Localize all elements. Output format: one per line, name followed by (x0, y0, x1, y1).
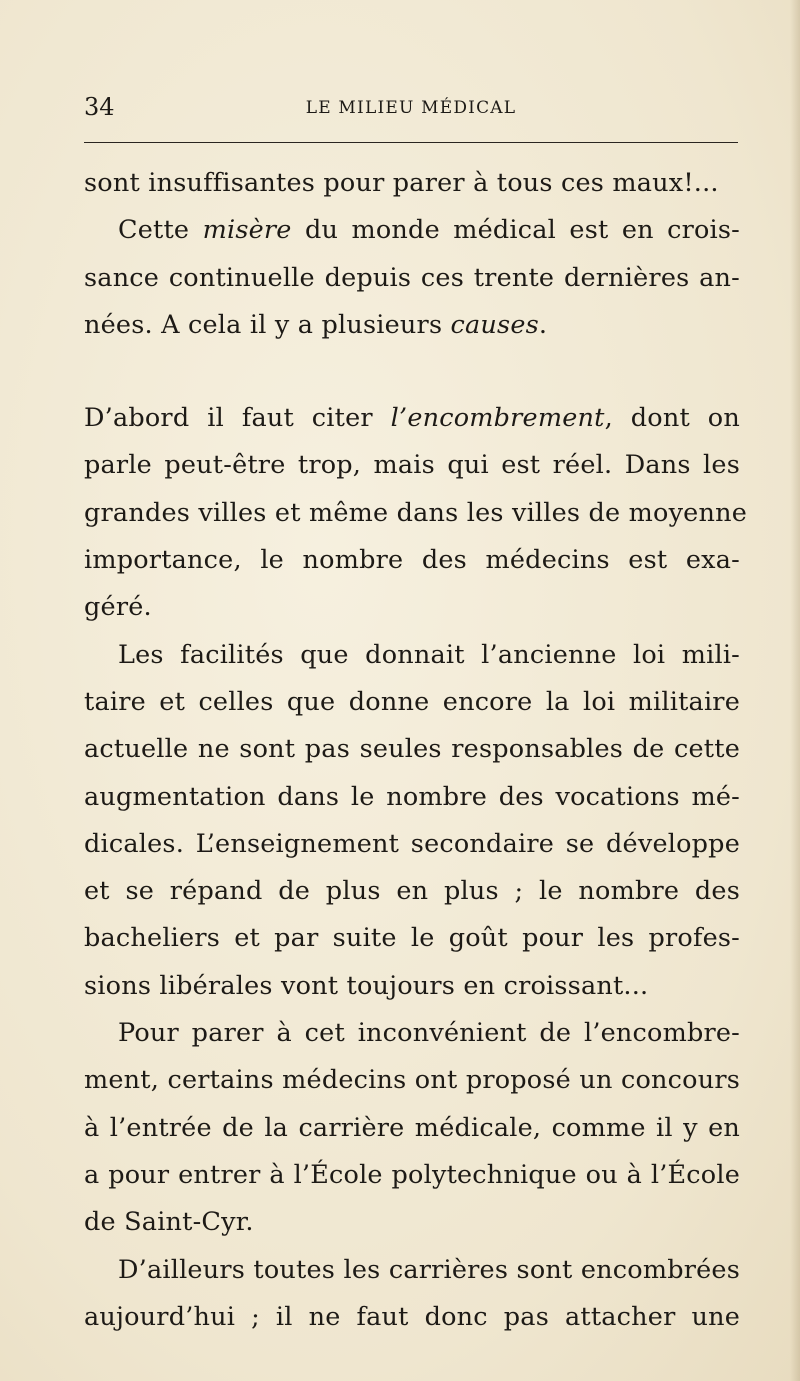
text-line: géré. (84, 592, 152, 623)
text-line: aujourd’hui ; il ne faut donc pas attacher une (84, 1301, 740, 1332)
text-line: sions libérales vont toujours en croissant... (84, 970, 649, 1001)
text-line: sance continuelle depuis ces trente dernières an- (84, 262, 740, 293)
text-line: actuelle ne sont pas seules responsables de cette (84, 734, 740, 765)
text-line: à l’entrée de la carrière médicale, comme il y en (84, 1112, 740, 1143)
text-line: D’ailleurs toutes les carrières sont encombrées (118, 1254, 740, 1285)
running-title: LE MILIEU MÉDICAL (305, 98, 517, 118)
header-rule (84, 142, 738, 143)
paragraph-gap (84, 349, 740, 395)
text-line: Les facilités que donnait l’ancienne loi mili- (118, 639, 740, 670)
page-header (84, 92, 738, 126)
text-line: D’abord il faut citer l’encombrement, dont on (84, 403, 740, 434)
text-line: parle peut-être trop, mais qui est réel. Dans les (84, 450, 740, 481)
text-line: ment, certains médecins ont proposé un concours (84, 1065, 740, 1096)
text-line: bacheliers et par suite le goût pour les profes- (84, 923, 740, 954)
body-text (84, 160, 748, 1341)
text-line: sont insuffisantes pour parer à tous ces maux!... (84, 168, 719, 198)
emphasis: misère (202, 215, 292, 246)
text-line: dicales. L’enseignement secondaire se développe (84, 828, 740, 859)
page-number: 34 (84, 93, 115, 121)
text-line: taire et celles que donne encore la loi militaire (84, 686, 740, 717)
text-line: et se répand de plus en plus ; le nombre des (84, 876, 740, 907)
text-line: augmentation dans le nombre des vocations mé- (84, 781, 740, 812)
emphasis: causes (450, 309, 539, 340)
emphasis: l’encombrement (390, 403, 605, 434)
text-line: Cette misère du monde médical est en crois- (118, 215, 740, 246)
text-line: grandes villes et même dans les villes de moyenne (84, 497, 748, 528)
text-line: nées. A cela il y a plusieurs causes. (84, 309, 548, 340)
text-line: a pour entrer à l’École polytechnique ou à l’École (84, 1159, 740, 1190)
page-edge-shadow (790, 0, 800, 1381)
text-line: Pour parer à cet inconvénient de l’encombre- (118, 1018, 740, 1049)
text-line: importance, le nombre des médecins est exa- (84, 545, 740, 576)
text-line: de Saint-Cyr. (84, 1207, 254, 1238)
